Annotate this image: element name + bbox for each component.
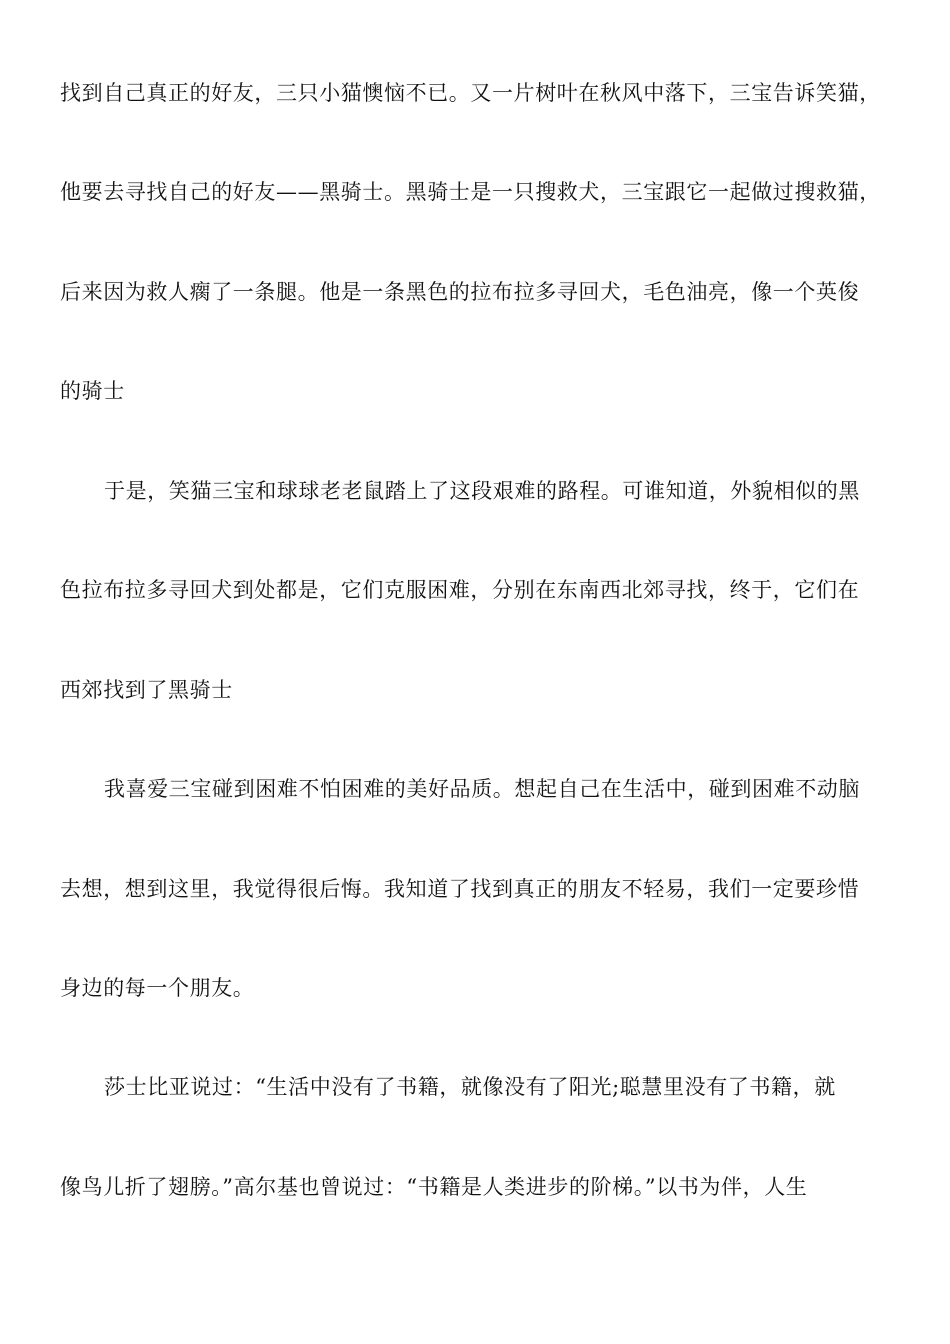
text-line: 后来因为救人瘸了一条腿。他是一条黑色的拉布拉多寻回犬，毛色油亮，像一个英俊 [60, 280, 860, 304]
text-line: 色拉布拉多寻回犬到处都是，它们克服困难，分别在东南西北郊寻找，终于，它们在 [60, 578, 860, 602]
text-line: 找到自己真正的好友，三只小猫懊恼不已。又一片树叶在秋风中落下，三宝告诉笑猫， [60, 81, 881, 105]
text-line: 身边的每一个朋友。 [60, 976, 255, 1000]
paragraph-start-line: 莎士比亚说过：“生活中没有了书籍，就像没有了阳光;聪慧里没有了书籍，就 [104, 1075, 836, 1099]
paragraph-start-line: 我喜爱三宝碰到困难不怕困难的美好品质。想起自己在生活中，碰到困难不动脑 [104, 777, 860, 801]
text-line: 像鸟儿折了翅膀。”高尔基也曾说过：“书籍是人类进步的阶梯。”以书为伴，人生 [60, 1175, 808, 1199]
text-line: 去想，想到这里，我觉得很后悔。我知道了找到真正的朋友不轻易，我们一定要珍惜 [60, 877, 860, 901]
text-line: 的骑士 [60, 379, 125, 403]
text-line: 西郊找到了黑骑士 [60, 678, 233, 702]
text-line: 他要去寻找自己的好友——黑骑士。黑骑士是一只搜救犬，三宝跟它一起做过搜救猫， [60, 180, 881, 204]
paragraph-start-line: 于是，笑猫三宝和球球老老鼠踏上了这段艰难的路程。可谁知道，外貌相似的黑 [104, 479, 860, 503]
